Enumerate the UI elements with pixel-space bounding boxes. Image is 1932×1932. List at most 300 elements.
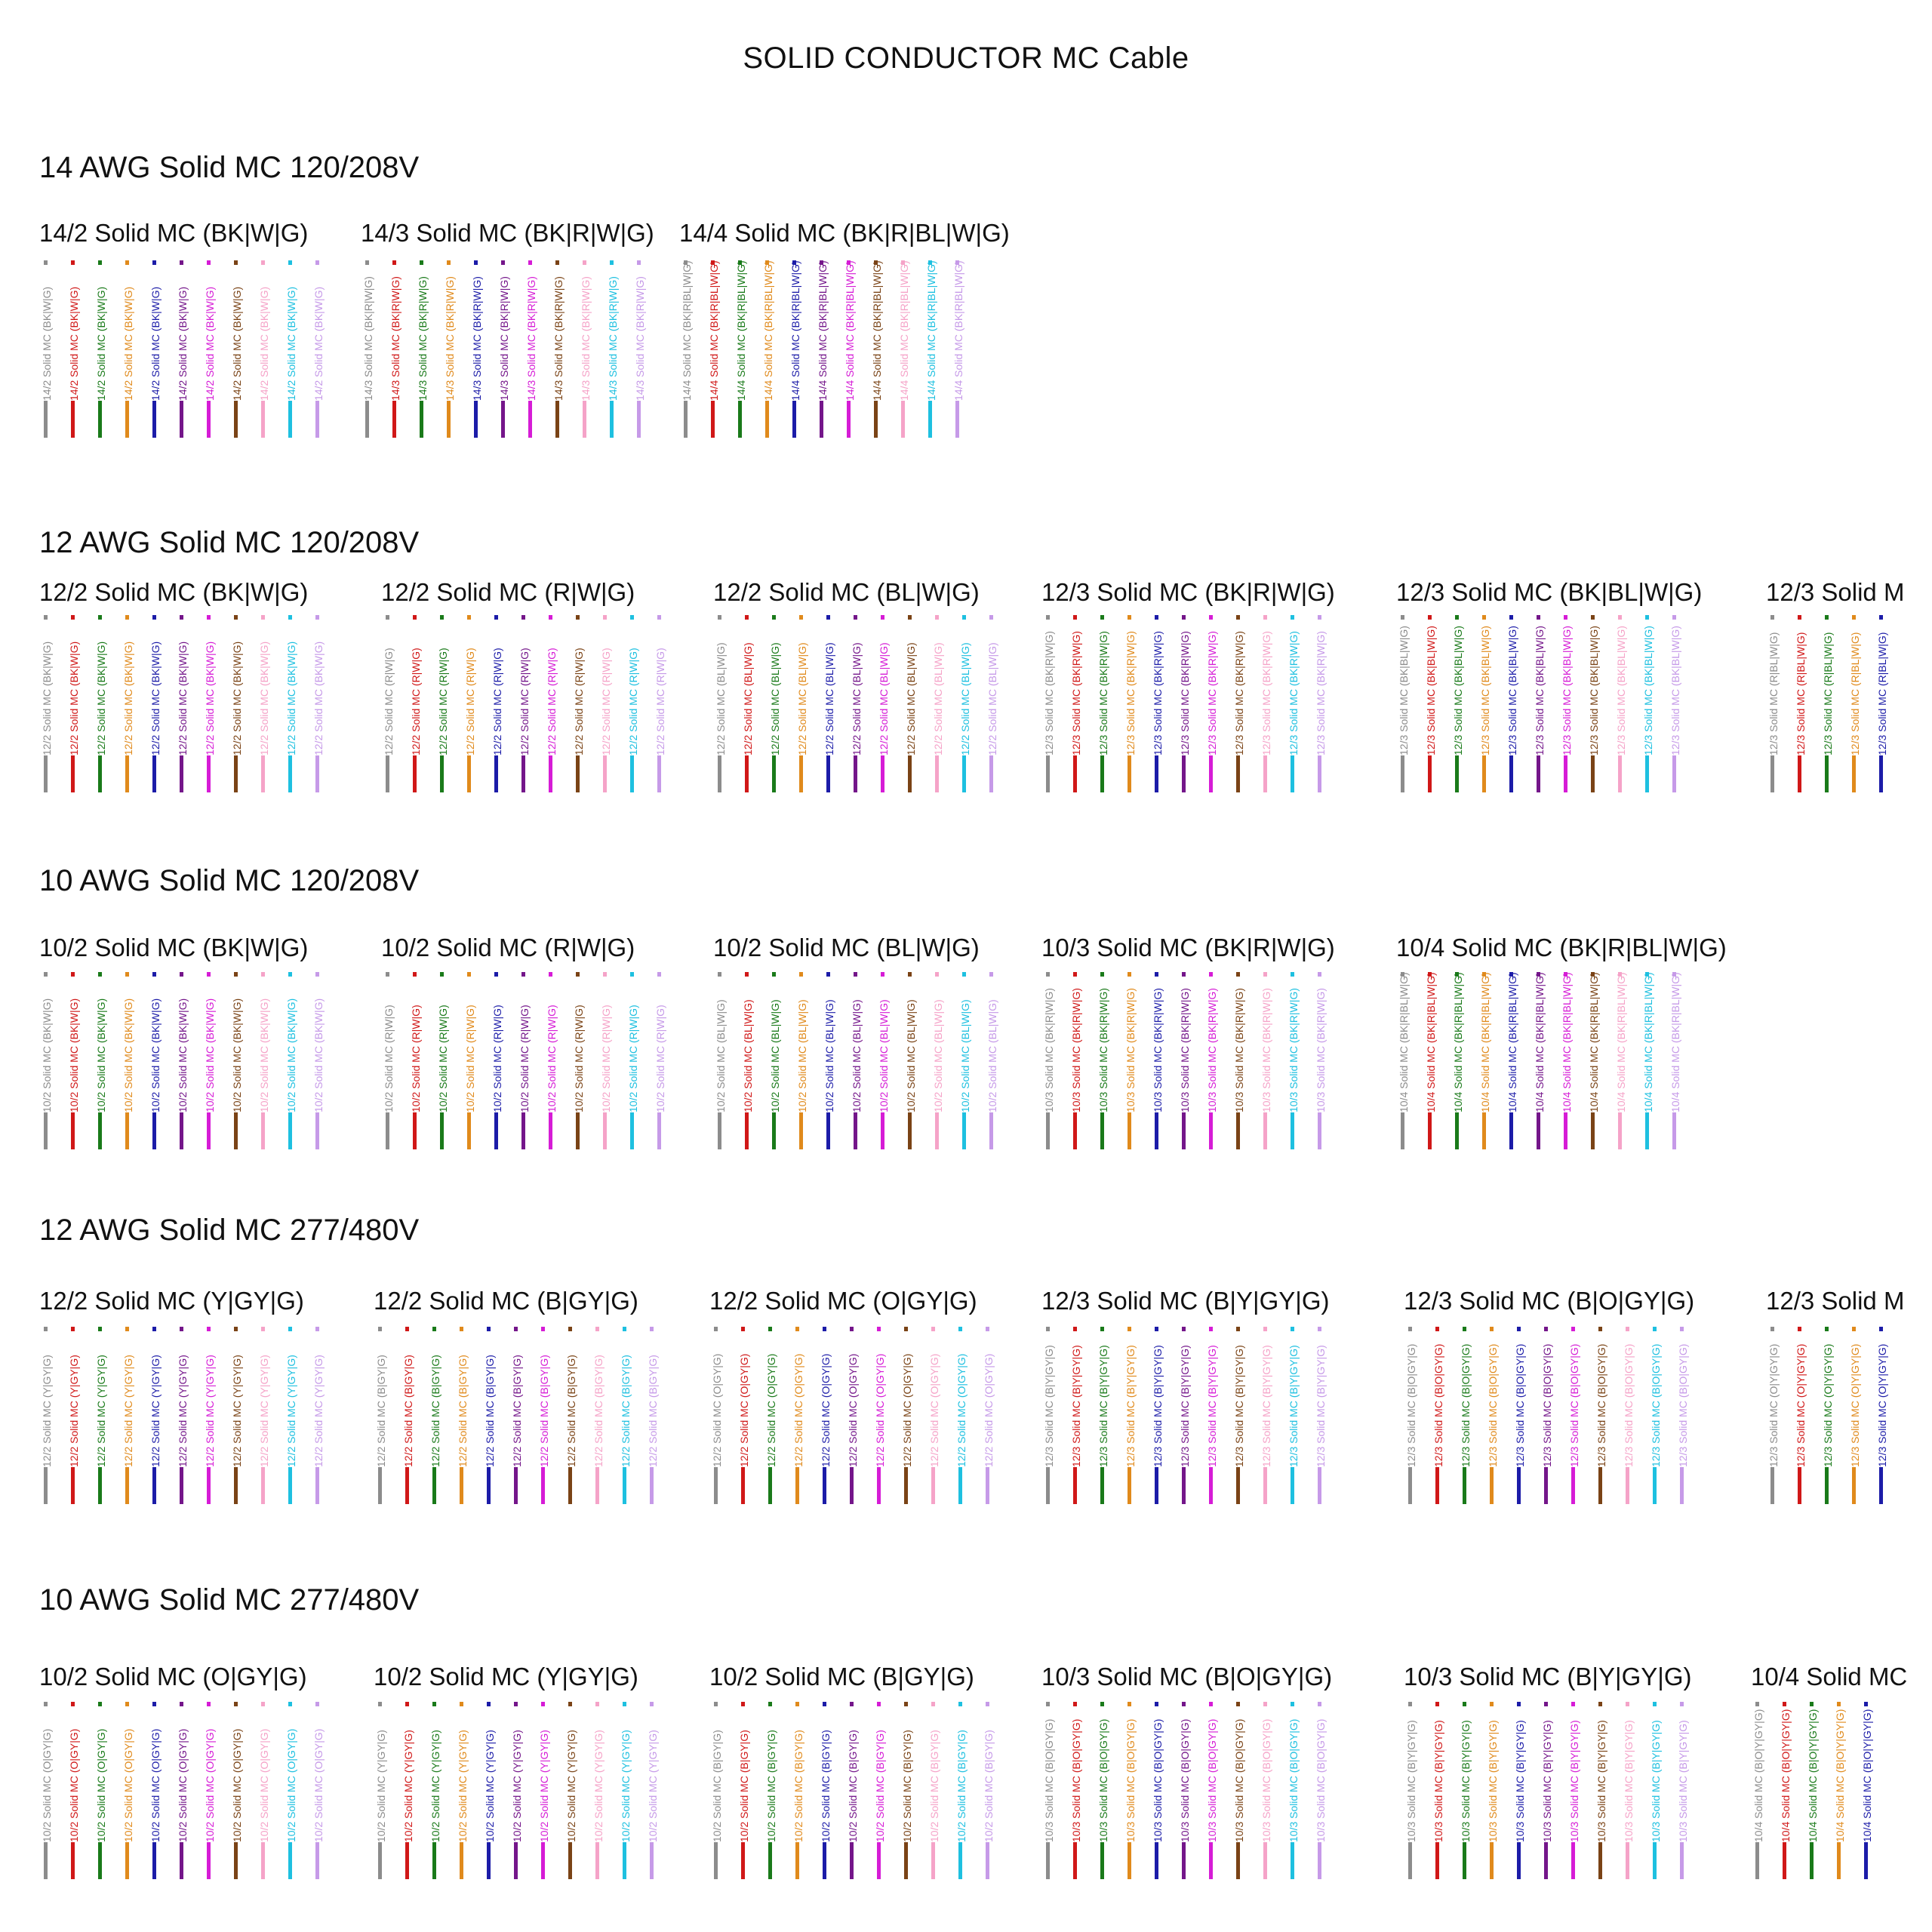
wire-label: 10/3 Solid MC (BK|R|W|G) (1121, 977, 1140, 1112)
wire-swatch (901, 1327, 913, 1504)
wire-swatch (1822, 1327, 1834, 1504)
wire-swatch (1206, 615, 1218, 792)
wire-label: 12/3 Solid MC (B|O|GY|G) (1592, 1331, 1611, 1467)
wire-swatch (1260, 1702, 1272, 1879)
wire-label: 10/4 Solid MC (BK|R|BL|W|G) (1557, 977, 1577, 1112)
wire-label: 12/2 Solid MC (BK|W|G) (173, 620, 192, 755)
wire-label: 10/4 Solid MC (BK|R|BL|W|G) (1666, 977, 1685, 1112)
wire-swatch (735, 260, 747, 438)
wire-swatch (871, 260, 883, 438)
wire-label: 12/3 Solid MC (BK|BL|W|G) (1611, 620, 1631, 755)
wire-swatch (285, 972, 297, 1149)
wire-swatch (417, 260, 429, 438)
wire-label: 14/2 Solid MC (BK|W|G) (146, 265, 165, 401)
wire-label: 12/3 Solid MC (BK|R|W|G) (1175, 620, 1195, 755)
wire-swatch (552, 260, 565, 438)
wire-label: 12/3 Solid MC (B|Y|GY|G) (1039, 1331, 1059, 1467)
wire-swatch (1541, 1702, 1553, 1879)
wire-swatch (429, 1327, 441, 1504)
wire-label: 12/2 Solid MC (BK|W|G) (118, 620, 138, 755)
wire-swatch (1534, 615, 1546, 792)
wire-label: 12/2 Solid MC (O|GY|G) (761, 1331, 781, 1467)
wire-swatch (68, 1702, 80, 1879)
wire-label: 12/2 Solid MC (O|GY|G) (979, 1331, 998, 1467)
wire-label: 10/2 Solid MC (Y|GY|G) (371, 1706, 391, 1842)
wire-swatch (898, 260, 910, 438)
wire-swatch (258, 972, 270, 1149)
wire-swatch (1260, 615, 1272, 792)
wire-swatch (491, 972, 503, 1149)
wire-swatch (1568, 1702, 1580, 1879)
wire-swatch (437, 972, 449, 1149)
wire-label: 10/3 Solid MC (B|O|GY|G) (1229, 1706, 1249, 1842)
wire-swatch (122, 615, 134, 792)
wire-swatch (681, 260, 693, 438)
cable-group-label: 12/3 Solid M (1766, 578, 1905, 606)
wire-label: 14/4 Solid MC (BK|R|BL|W|G) (758, 265, 778, 401)
wire-label: 12/2 Solid MC (BL|W|G) (847, 620, 866, 755)
wire-label: 10/2 Solid MC (BK|W|G) (254, 977, 274, 1112)
wire-label: 12/2 Solid MC (B|GY|G) (480, 1331, 500, 1467)
wire-label: 12/2 Solid MC (Y|GY|G) (309, 1331, 328, 1467)
wire-label: 14/2 Solid MC (BK|W|G) (281, 265, 301, 401)
wire-label: 10/3 Solid MC (B|Y|GY|G) (1537, 1706, 1557, 1842)
wire-label: 10/4 Solid MC (BK|R|BL|W|G) (1530, 977, 1549, 1112)
wire-label: 10/3 Solid MC (BK|R|W|G) (1175, 977, 1195, 1112)
wire-label: 12/3 Solid MC (B|O|GY|G) (1483, 1331, 1503, 1467)
wire-swatch (1849, 1327, 1861, 1504)
wire-swatch (1834, 1702, 1846, 1879)
wire-swatch (518, 615, 531, 792)
wire-swatch (1595, 1327, 1607, 1504)
wire-swatch (925, 260, 937, 438)
wire-label: 12/2 Solid MC (BL|W|G) (983, 620, 1002, 755)
wire-label: 12/2 Solid MC (BK|W|G) (227, 620, 247, 755)
wire-swatch (149, 1327, 162, 1504)
cable-group-label: 10/3 Solid MC (B|O|GY|G) (1041, 1663, 1333, 1690)
cable-group-label: 10/2 Solid MC (Y|GY|G) (374, 1663, 638, 1690)
cable-group-label: 10/2 Solid MC (R|W|G) (381, 934, 635, 961)
cable-group-label: 12/3 Solid MC (B|Y|GY|G) (1041, 1287, 1330, 1315)
wire-swatch (464, 972, 476, 1149)
cable-group-label: 14/3 Solid MC (BK|R|W|G) (361, 219, 654, 247)
wire-swatch (742, 615, 754, 792)
wire-swatch (580, 260, 592, 438)
cable-group-label: 12/3 Solid MC (BK|R|W|G) (1041, 578, 1335, 606)
wire-swatch (538, 1327, 550, 1504)
wire-label: 10/2 Solid MC (BK|W|G) (91, 977, 111, 1112)
wire-swatch (1479, 972, 1491, 1149)
wire-label: 12/3 Solid MC (B|O|GY|G) (1456, 1331, 1475, 1467)
wire-label: 12/3 Solid MC (B|Y|GY|G) (1094, 1331, 1113, 1467)
wire-label: 12/2 Solid MC (BK|W|G) (200, 620, 220, 755)
wire-label: 10/2 Solid MC (BL|W|G) (928, 977, 948, 1112)
wire-label: 10/2 Solid MC (B|GY|G) (979, 1706, 998, 1842)
wire-swatch (149, 1702, 162, 1879)
wire-swatch (177, 1327, 189, 1504)
wire-swatch (444, 260, 456, 438)
wire-label: 12/2 Solid MC (B|GY|G) (561, 1331, 581, 1467)
wire-label: 12/2 Solid MC (R|W|G) (379, 620, 398, 755)
wire-label: 12/2 Solid MC (R|W|G) (488, 620, 507, 755)
wire-swatch (389, 260, 401, 438)
wire-swatch (634, 260, 646, 438)
wire-label: 10/4 Solid MC (B|O|Y|GY|G) (1749, 1706, 1768, 1842)
wire-label: 10/3 Solid MC (B|O|GY|G) (1066, 1706, 1086, 1842)
wire-swatch (796, 615, 808, 792)
wire-swatch (122, 1702, 134, 1879)
wire-swatch (769, 972, 781, 1149)
wire-swatch (95, 1327, 107, 1504)
wire-swatch (1514, 1327, 1526, 1504)
wire-swatch (738, 1327, 750, 1504)
wire-label: 12/3 Solid MC (O|Y|GY|G) (1872, 1331, 1892, 1467)
wire-label: 12/2 Solid MC (Y|GY|G) (227, 1331, 247, 1467)
wire-label: 12/3 Solid MC (BK|BL|W|G) (1584, 620, 1604, 755)
wire-swatch (204, 615, 216, 792)
wire-label: 10/3 Solid MC (BK|R|W|G) (1148, 977, 1168, 1112)
wire-swatch (762, 260, 774, 438)
wire-swatch (95, 615, 107, 792)
wire-label: 14/3 Solid MC (BK|R|W|G) (630, 265, 650, 401)
wire-swatch (1487, 1327, 1499, 1504)
wire-swatch (620, 1327, 632, 1504)
wire-swatch (204, 260, 216, 438)
wire-label: 12/2 Solid MC (R|W|G) (515, 620, 534, 755)
wire-label: 12/2 Solid MC (O|GY|G) (707, 1331, 727, 1467)
wire-label: 14/4 Solid MC (BK|R|BL|W|G) (867, 265, 887, 401)
wire-swatch (177, 260, 189, 438)
wire-swatch (874, 1702, 886, 1879)
wire-label: 10/2 Solid MC (BK|W|G) (37, 977, 57, 1112)
wire-label: 12/2 Solid MC (R|W|G) (623, 620, 643, 755)
wire-label: 10/3 Solid MC (B|O|GY|G) (1094, 1706, 1113, 1842)
wire-label: 10/2 Solid MC (R|W|G) (542, 977, 561, 1112)
wire-swatch (823, 972, 835, 1149)
wire-swatch (1561, 615, 1573, 792)
wire-label: 10/2 Solid MC (O|GY|G) (91, 1706, 111, 1842)
wire-label: 10/2 Solid MC (BK|W|G) (200, 977, 220, 1112)
wire-swatch (986, 615, 998, 792)
wire-label: 10/2 Solid MC (B|GY|G) (870, 1706, 890, 1842)
wire-label: 10/2 Solid MC (BL|W|G) (765, 977, 785, 1112)
wire-swatch (1124, 1327, 1137, 1504)
wire-swatch (122, 972, 134, 1149)
wire-swatch (823, 615, 835, 792)
wire-swatch (928, 1327, 940, 1504)
wire-label: 14/4 Solid MC (BK|R|BL|W|G) (704, 265, 724, 401)
wire-label: 14/2 Solid MC (BK|W|G) (227, 265, 247, 401)
wire-label: 10/3 Solid MC (B|O|GY|G) (1148, 1706, 1168, 1842)
wire-swatch (647, 1702, 659, 1879)
wire-label: 12/2 Solid MC (BK|W|G) (64, 620, 84, 755)
wire-label: 12/2 Solid MC (B|GY|G) (589, 1331, 608, 1467)
wire-swatch (565, 1702, 577, 1879)
wire-label: 12/2 Solid MC (BK|W|G) (146, 620, 165, 755)
wire-label: 14/2 Solid MC (BK|W|G) (118, 265, 138, 401)
wire-label: 12/2 Solid MC (BK|W|G) (254, 620, 274, 755)
wire-label: 14/2 Solid MC (BK|W|G) (254, 265, 274, 401)
wire-label: 12/3 Solid MC (B|Y|GY|G) (1202, 1331, 1222, 1467)
wire-swatch (1233, 1702, 1245, 1879)
wire-label: 14/2 Solid MC (BK|W|G) (91, 265, 111, 401)
cable-group-label: 10/4 Solid MC (1751, 1663, 1908, 1690)
wire-label: 12/2 Solid MC (Y|GY|G) (173, 1331, 192, 1467)
wire-swatch (592, 1702, 605, 1879)
wire-label: 12/2 Solid MC (B|GY|G) (426, 1331, 445, 1467)
wire-swatch (231, 1327, 243, 1504)
wire-swatch (983, 1327, 995, 1504)
wire-swatch (258, 615, 270, 792)
wire-swatch (1677, 1327, 1689, 1504)
wire-label: 10/2 Solid MC (B|GY|G) (952, 1706, 971, 1842)
wire-label: 10/3 Solid MC (BK|R|W|G) (1284, 977, 1303, 1112)
wire-label: 10/3 Solid MC (BK|R|W|G) (1311, 977, 1331, 1112)
wire-swatch (1179, 615, 1191, 792)
wire-swatch (1767, 1327, 1780, 1504)
wire-label: 14/2 Solid MC (BK|W|G) (200, 265, 220, 401)
wire-swatch (177, 615, 189, 792)
wire-label: 14/2 Solid MC (BK|W|G) (37, 265, 57, 401)
wire-label: 14/3 Solid MC (BK|R|W|G) (358, 265, 378, 401)
wire-label: 12/3 Solid MC (BK|BL|W|G) (1503, 620, 1522, 755)
wire-swatch (573, 972, 585, 1149)
wire-swatch (285, 260, 297, 438)
wire-label: 10/2 Solid MC (BL|W|G) (901, 977, 921, 1112)
wire-label: 12/2 Solid MC (R|W|G) (460, 620, 480, 755)
wire-label: 12/3 Solid MC (BK|BL|W|G) (1557, 620, 1577, 755)
wire-label: 10/3 Solid MC (B|O|GY|G) (1311, 1706, 1331, 1842)
wire-swatch (1260, 972, 1272, 1149)
wire-swatch (498, 260, 510, 438)
wire-label: 10/4 Solid MC (BK|R|BL|W|G) (1475, 977, 1495, 1112)
wire-swatch (1677, 1702, 1689, 1879)
wire-swatch (122, 1327, 134, 1504)
wire-swatch (258, 1702, 270, 1879)
cable-group-label: 10/2 Solid MC (B|GY|G) (709, 1663, 974, 1690)
wire-swatch (177, 1702, 189, 1879)
wire-swatch (1452, 615, 1464, 792)
wire-swatch (792, 1327, 804, 1504)
wire-swatch (1124, 972, 1137, 1149)
wire-label: 12/3 Solid MC (BK|BL|W|G) (1530, 620, 1549, 755)
cable-group-label: 12/2 Solid MC (R|W|G) (381, 578, 635, 606)
wire-label: 12/3 Solid MC (BK|R|W|G) (1229, 620, 1249, 755)
wire-swatch (1043, 1327, 1055, 1504)
wire-label: 10/2 Solid MC (Y|GY|G) (643, 1706, 663, 1842)
wire-label: 14/4 Solid MC (BK|R|BL|W|G) (731, 265, 751, 401)
wire-label: 10/3 Solid MC (BK|R|W|G) (1202, 977, 1222, 1112)
wire-swatch (983, 1702, 995, 1879)
wire-swatch (204, 1702, 216, 1879)
wire-label: 12/3 Solid MC (R|BL|W|G) (1845, 620, 1865, 755)
wire-label: 14/3 Solid MC (BK|R|W|G) (576, 265, 595, 401)
wire-label: 10/2 Solid MC (B|GY|G) (707, 1706, 727, 1842)
wire-swatch (410, 972, 422, 1149)
wire-label: 12/2 Solid MC (BL|W|G) (820, 620, 839, 755)
wire-swatch (1861, 1702, 1873, 1879)
wire-swatch (627, 615, 639, 792)
wire-label: 10/2 Solid MC (Y|GY|G) (507, 1706, 527, 1842)
wire-label: 12/3 Solid MC (B|Y|GY|G) (1284, 1331, 1303, 1467)
wire-swatch (1070, 1327, 1082, 1504)
wire-label: 14/3 Solid MC (BK|R|W|G) (467, 265, 487, 401)
wire-swatch (820, 1702, 832, 1879)
wire-label: 10/2 Solid MC (O|GY|G) (173, 1706, 192, 1842)
wire-label: 12/2 Solid MC (BK|W|G) (91, 620, 111, 755)
wire-label: 12/3 Solid MC (BK|BL|W|G) (1475, 620, 1495, 755)
wire-label: 10/3 Solid MC (B|O|GY|G) (1284, 1706, 1303, 1842)
wire-label: 12/3 Solid MC (B|O|GY|G) (1537, 1331, 1557, 1467)
wire-label: 10/2 Solid MC (B|GY|G) (761, 1706, 781, 1842)
wire-label: 10/2 Solid MC (B|GY|G) (924, 1706, 944, 1842)
wire-label: 12/3 Solid MC (B|O|GY|G) (1619, 1331, 1638, 1467)
wire-swatch (905, 615, 917, 792)
wire-label: 12/2 Solid MC (Y|GY|G) (118, 1331, 138, 1467)
wire-label: 10/2 Solid MC (R|W|G) (406, 977, 426, 1112)
cable-group-label: 12/3 Solid M (1766, 1287, 1905, 1315)
wire-swatch (149, 615, 162, 792)
cable-group-label: 12/2 Solid MC (Y|GY|G) (39, 1287, 304, 1315)
cable-group-label: 12/2 Solid MC (BK|W|G) (39, 578, 309, 606)
wire-swatch (592, 1327, 605, 1504)
wire-swatch (986, 972, 998, 1149)
wire-swatch (484, 1327, 496, 1504)
wire-label: 10/2 Solid MC (BK|W|G) (146, 977, 165, 1112)
wire-label: 12/3 Solid MC (BK|BL|W|G) (1638, 620, 1658, 755)
wire-label: 12/2 Solid MC (R|W|G) (569, 620, 589, 755)
cable-group-label: 14/4 Solid MC (BK|R|BL|W|G) (679, 219, 1010, 247)
wire-swatch (231, 615, 243, 792)
wire-swatch (1405, 1327, 1417, 1504)
wire-swatch (1260, 1327, 1272, 1504)
cable-group-label: 10/2 Solid MC (BL|W|G) (713, 934, 980, 961)
wire-label: 10/3 Solid MC (B|Y|GY|G) (1673, 1706, 1693, 1842)
cable-group-label: 12/3 Solid MC (BK|BL|W|G) (1396, 578, 1703, 606)
wire-swatch (1534, 972, 1546, 1149)
wire-swatch (1152, 1702, 1164, 1879)
wire-label: 12/3 Solid MC (BK|R|W|G) (1202, 620, 1222, 755)
wire-label: 12/3 Solid MC (B|Y|GY|G) (1121, 1331, 1140, 1467)
wire-swatch (620, 1702, 632, 1879)
cable-group-label: 14/2 Solid MC (BK|W|G) (39, 219, 309, 247)
wire-swatch (820, 1327, 832, 1504)
wire-label: 10/2 Solid MC (BK|W|G) (173, 977, 192, 1112)
wire-swatch (546, 972, 558, 1149)
wire-swatch (312, 1702, 325, 1879)
wire-label: 10/2 Solid MC (BK|W|G) (227, 977, 247, 1112)
wire-swatch (932, 615, 944, 792)
wire-swatch (769, 615, 781, 792)
wire-swatch (1479, 615, 1491, 792)
wire-label: 10/3 Solid MC (BK|R|W|G) (1066, 977, 1086, 1112)
wire-label: 10/2 Solid MC (O|GY|G) (309, 1706, 328, 1842)
wire-swatch (792, 1702, 804, 1879)
wire-label: 10/2 Solid MC (BL|W|G) (874, 977, 894, 1112)
cable-group-label: 12/3 Solid MC (B|O|GY|G) (1404, 1287, 1695, 1315)
wire-swatch (1097, 1327, 1109, 1504)
wire-swatch (1561, 972, 1573, 1149)
wire-label: 10/3 Solid MC (BK|R|W|G) (1094, 977, 1113, 1112)
wire-swatch (1595, 1702, 1607, 1879)
wire-swatch (847, 1327, 859, 1504)
wire-swatch (1070, 615, 1082, 792)
wire-label: 10/2 Solid MC (R|W|G) (569, 977, 589, 1112)
wire-label: 12/2 Solid MC (B|GY|G) (534, 1331, 554, 1467)
wire-label: 10/3 Solid MC (B|Y|GY|G) (1483, 1706, 1503, 1842)
wire-swatch (1506, 615, 1518, 792)
wire-label: 12/2 Solid MC (O|GY|G) (870, 1331, 890, 1467)
wire-label: 10/2 Solid MC (BL|W|G) (711, 977, 731, 1112)
wire-label: 12/2 Solid MC (Y|GY|G) (64, 1331, 84, 1467)
wire-swatch (1460, 1327, 1472, 1504)
cable-group-label: 12/2 Solid MC (B|GY|G) (374, 1287, 638, 1315)
wire-label: 14/3 Solid MC (BK|R|W|G) (521, 265, 541, 401)
wire-swatch (457, 1327, 469, 1504)
wire-swatch (1615, 972, 1627, 1149)
wire-label: 10/2 Solid MC (B|GY|G) (816, 1706, 835, 1842)
wire-swatch (844, 260, 856, 438)
wire-swatch (1233, 972, 1245, 1149)
wire-swatch (546, 615, 558, 792)
wire-swatch (742, 972, 754, 1149)
wire-label: 10/2 Solid MC (R|W|G) (488, 977, 507, 1112)
wire-label: 12/3 Solid MC (B|Y|GY|G) (1257, 1331, 1276, 1467)
wire-swatch (538, 1702, 550, 1879)
wire-swatch (402, 1702, 414, 1879)
wire-label: 10/2 Solid MC (O|GY|G) (254, 1706, 274, 1842)
wire-swatch (847, 1702, 859, 1879)
wire-label: 10/2 Solid MC (O|GY|G) (64, 1706, 84, 1842)
wire-label: 12/3 Solid MC (B|Y|GY|G) (1148, 1331, 1168, 1467)
wire-label: 10/3 Solid MC (B|O|GY|G) (1121, 1706, 1140, 1842)
wire-swatch (1179, 1327, 1191, 1504)
wire-swatch (711, 1702, 723, 1879)
wire-label: 10/2 Solid MC (O|GY|G) (146, 1706, 165, 1842)
wire-swatch (491, 615, 503, 792)
cable-group-label: 10/4 Solid MC (BK|R|BL|W|G) (1396, 934, 1727, 961)
wire-label: 10/2 Solid MC (O|GY|G) (118, 1706, 138, 1842)
wire-swatch (955, 1702, 968, 1879)
wire-swatch (122, 260, 134, 438)
wire-swatch (738, 1702, 750, 1879)
wire-swatch (312, 260, 325, 438)
wire-label: 12/2 Solid MC (O|GY|G) (789, 1331, 808, 1467)
cable-group-label: 10/3 Solid MC (BK|R|W|G) (1041, 934, 1335, 961)
wire-swatch (1780, 1702, 1792, 1879)
wire-label: 10/2 Solid MC (B|GY|G) (734, 1706, 754, 1842)
wire-swatch (1287, 1327, 1300, 1504)
wire-swatch (511, 1327, 523, 1504)
wire-label: 10/4 Solid MC (BK|R|BL|W|G) (1611, 977, 1631, 1112)
wire-swatch (1650, 1702, 1662, 1879)
wire-label: 10/2 Solid MC (BK|W|G) (64, 977, 84, 1112)
wire-label: 14/4 Solid MC (BK|R|BL|W|G) (786, 265, 805, 401)
wire-label: 10/4 Solid MC (BK|R|BL|W|G) (1448, 977, 1468, 1112)
wire-swatch (1398, 972, 1410, 1149)
wire-swatch (1097, 615, 1109, 792)
wire-swatch (1767, 615, 1780, 792)
wire-label: 10/2 Solid MC (BK|W|G) (281, 977, 301, 1112)
cable-group-label: 10/3 Solid MC (B|Y|GY|G) (1404, 1663, 1692, 1690)
wire-swatch (484, 1702, 496, 1879)
wire-swatch (1623, 1327, 1635, 1504)
wire-label: 14/3 Solid MC (BK|R|W|G) (549, 265, 568, 401)
wire-swatch (959, 615, 971, 792)
wire-label: 14/4 Solid MC (BK|R|BL|W|G) (894, 265, 914, 401)
wire-swatch (627, 972, 639, 1149)
wire-swatch (1822, 615, 1834, 792)
